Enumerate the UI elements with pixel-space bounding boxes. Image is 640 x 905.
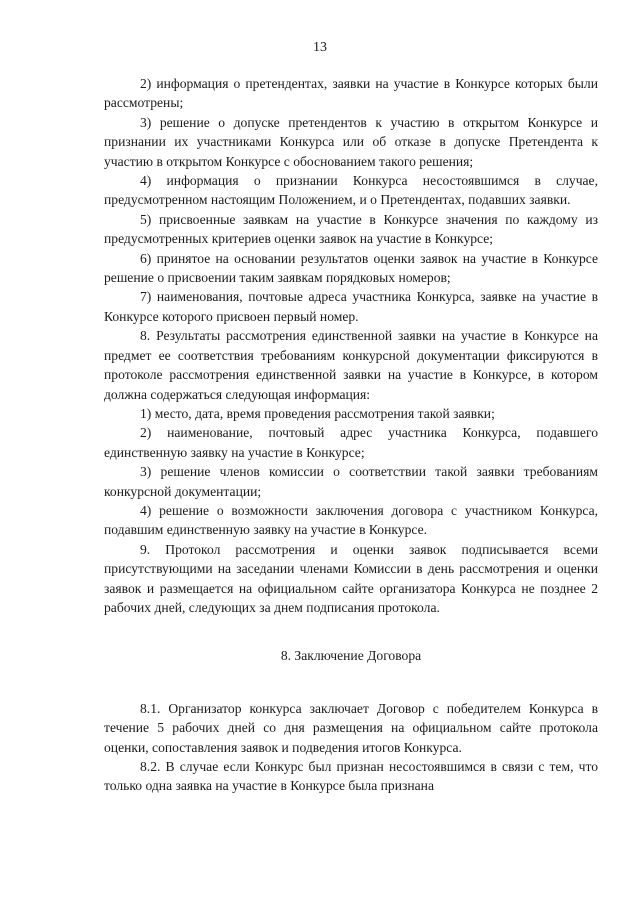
section-heading: 8. Заключение Договора — [280, 648, 422, 664]
paragraph-item-7: 7) наименования, почтовые адреса участника Конкурса, заявке на участие в Конкурсе которого присвоен первый номер. — [104, 289, 598, 324]
paragraph-subitem-4: 4) решение о возможности заключения договора с участником Конкурса, подавшим единственную заявку на участие в Конкурсе. — [104, 502, 598, 538]
paragraph-clause-8-1: 8.1. Организатор конкурса заключает Договор с победителем Конкурса в течение 5 рабочих дней со дня размещения на официальном сайте протокола оценки, сопоставления заявок и подведения итогов Конкурса. — [104, 700, 598, 755]
paragraph-subitem-1: 1) место, дата, время проведения рассмотрения такой заявки; — [140, 405, 495, 421]
page-number: 13 — [313, 40, 327, 55]
paragraph-clause-8-2: 8.2. В случае если Конкурс был признан несостоявшимся в связи с тем, что только одна заявка на участие в Конкурсе была признана — [104, 759, 598, 794]
paragraph-subitem-2: 2) наименование, почтовый адрес участника Конкурса, подавшего единственную заявку на участие в Конкурсе; — [104, 425, 598, 460]
paragraph-item-5: 5) присвоенные заявкам на участие в Конкурсе значения по каждому из предусмотренных критериев оценки заявок на участие в Конкурсе; — [104, 211, 598, 247]
paragraph-item-6: 6) принятое на основании результатов оценки заявок на участие в Конкурсе решение о присвоении таким заявкам порядковых номеров; — [104, 250, 598, 286]
paragraph-clause-9: 9. Протокол рассмотрения и оценки заявок подписывается всеми присутствующими на заседании членами Комиссии в день рассмотрения и оценки заявок и размещается на официальном сайте организатора Конкурса не позднее 2 рабочих дней, следующих за днем подписания протокола. — [104, 541, 598, 615]
document-body — [104, 74, 598, 796]
paragraph-clause-8: 8. Результаты рассмотрения единственной заявки на участие в Конкурсе на предмет ее соответствия требованиям конкурсной документации фиксируются в протоколе рассмотрения единственной заявки на участие в Конкурсе, в котором должна содержаться следующая информация: — [104, 328, 598, 402]
paragraph-item-4: 4) информация о признании Конкурса несостоявшимся в случае, предусмотренном настоящим Положением, и о Претендентах, подавших заявки. — [104, 173, 598, 208]
paragraph-item-3: 3) решение о допуске претендентов к участию в открытом Конкурсе и признании их участниками Конкурса или об отказе в допуске Претендента к участию в открытом Конкурсе с обоснованием такого решения; — [104, 114, 598, 169]
paragraph-item-2: 2) информация о претендентах, заявки на участие в Конкурсе которых были рассмотрены; — [104, 76, 598, 111]
paragraph-subitem-3: 3) решение членов комиссии о соответствии такой заявки требованиям конкурсной документации; — [104, 464, 598, 499]
